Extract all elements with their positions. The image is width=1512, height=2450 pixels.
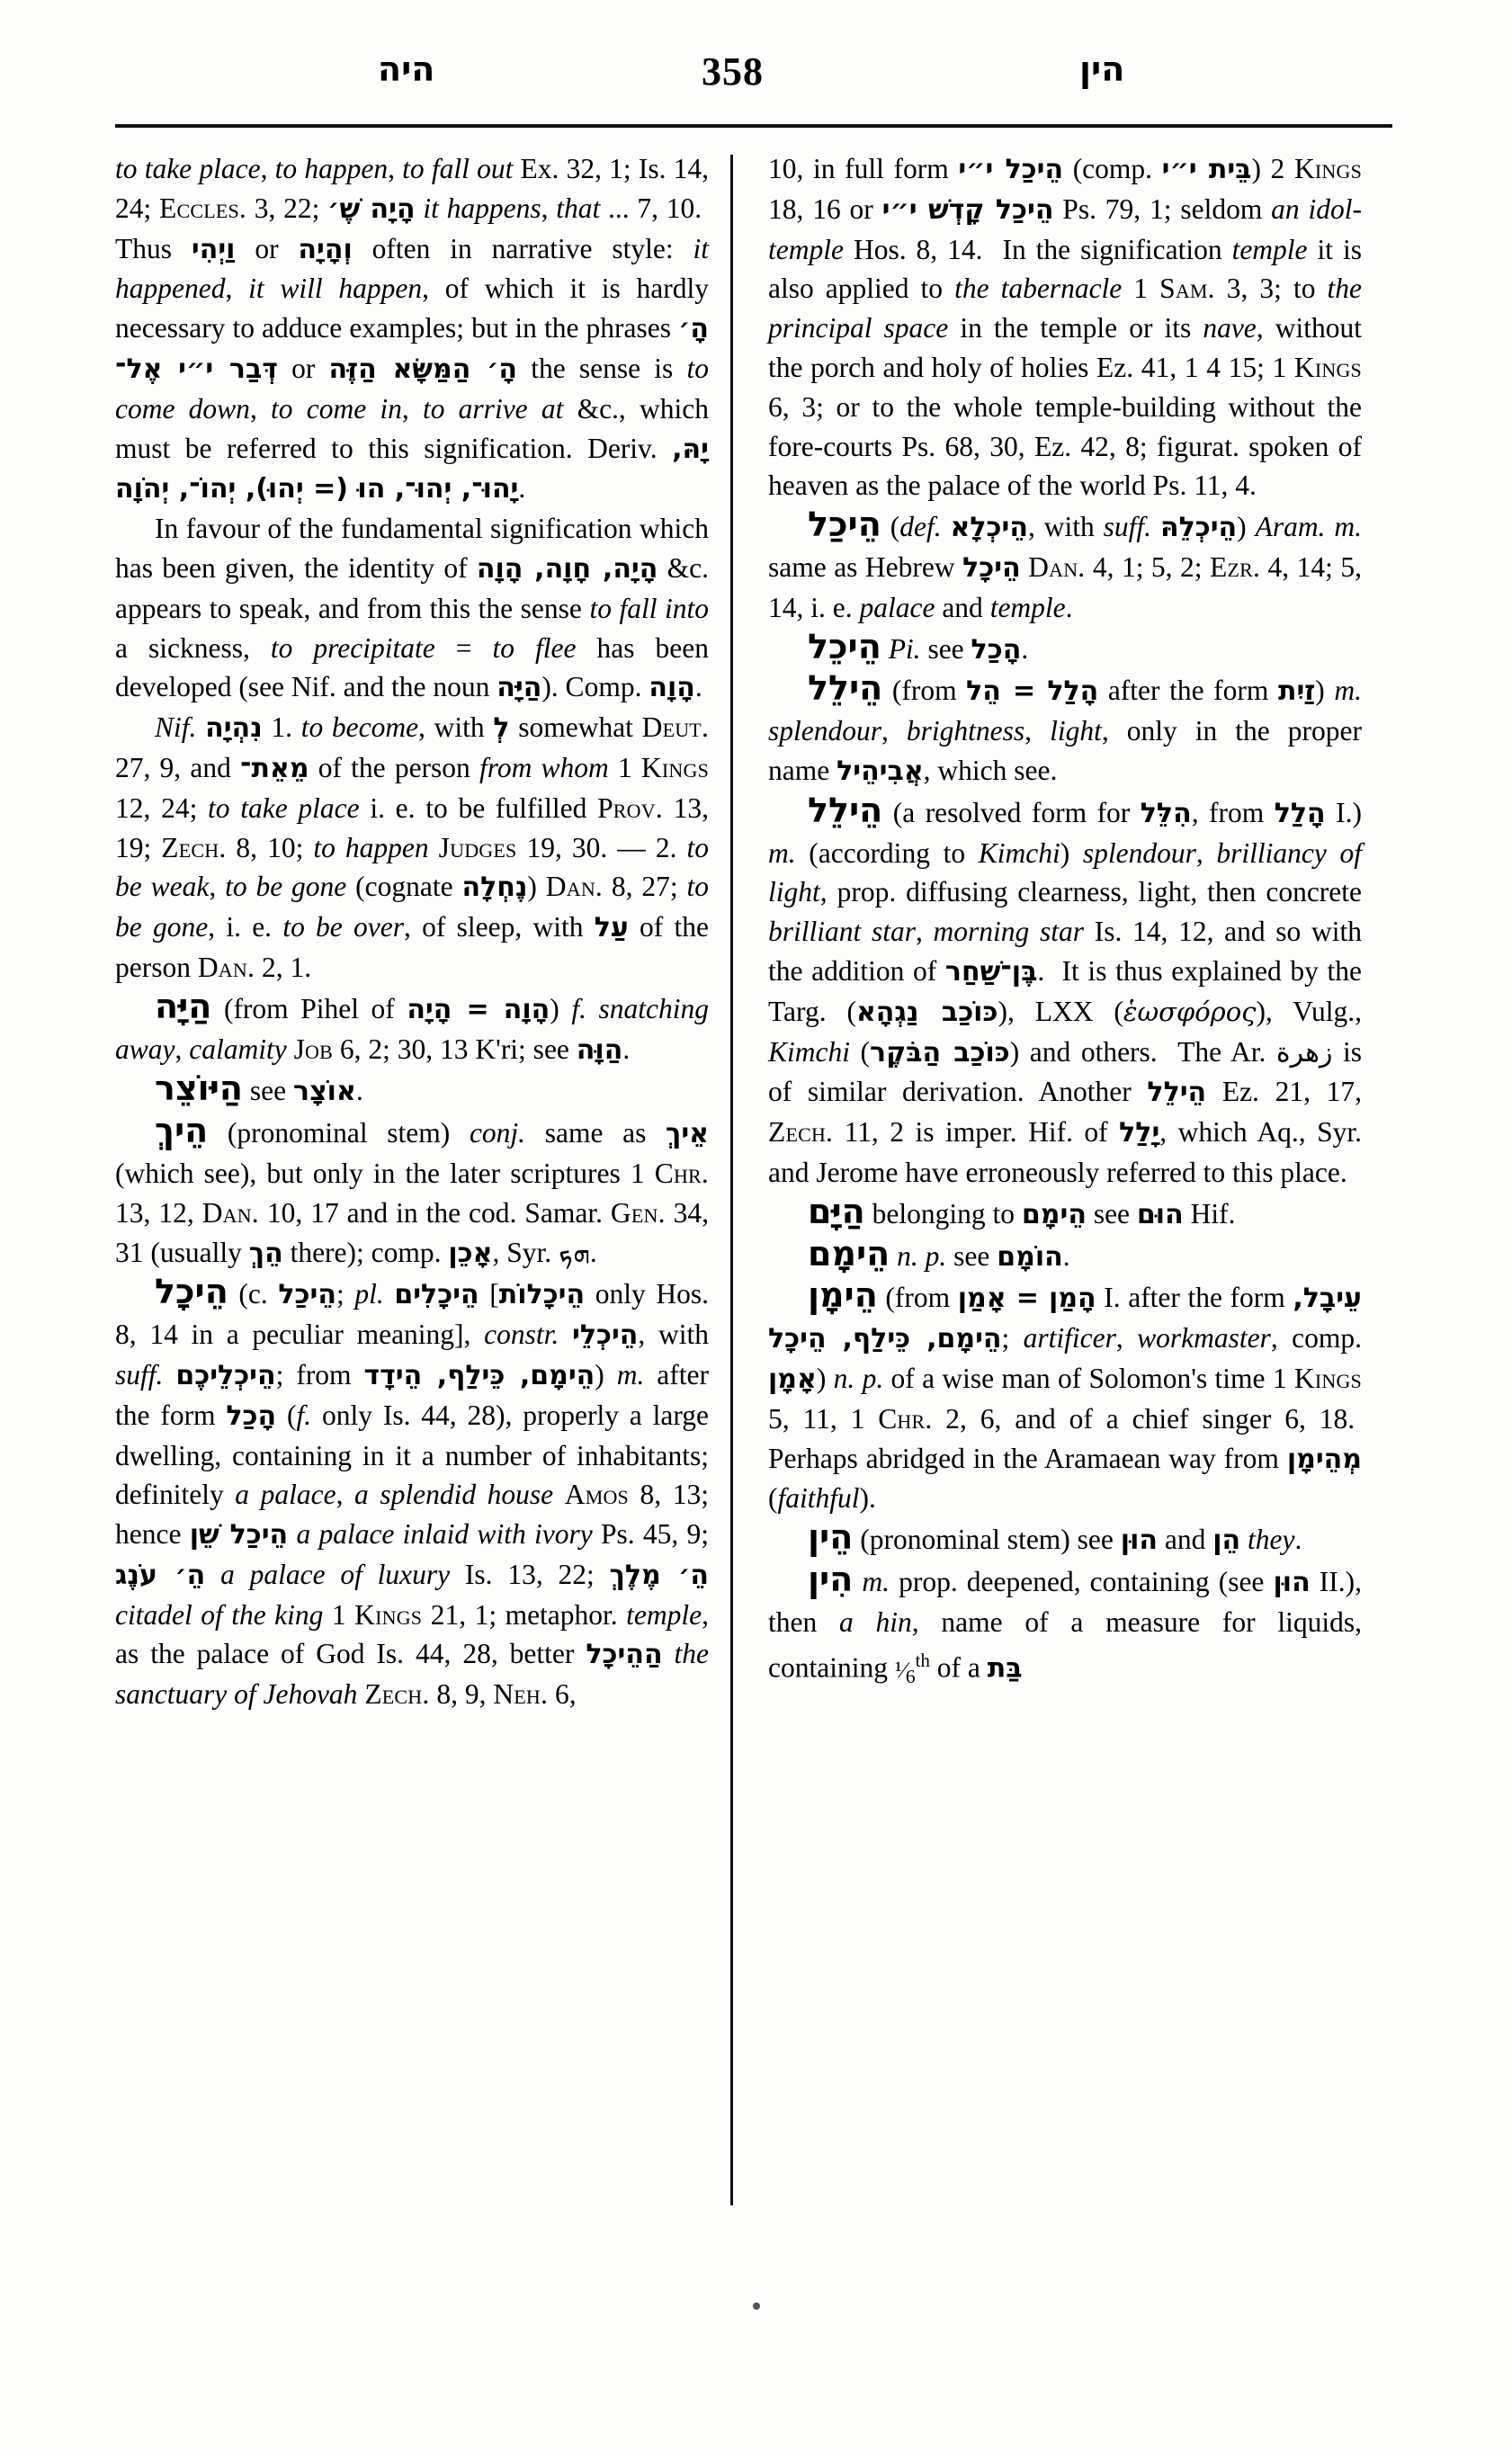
entry-heikel-pi: הֵיכֵל Pi. see הָכַל. bbox=[808, 626, 1029, 666]
entry-hayyah: הַיָּה (from Pihel of הָוָה = הָיָה) f. snatching away, calamity Job 6, 2; 30, 13 K'ri; see הַוָּה. bbox=[115, 986, 709, 1066]
entry-heilel: הֵילֵל (a resolved form for הִלֵּל, from הָלַל I.) m. (according to Kimchi) splendour, brilliancy of light, prop. diffusing clearness, light, then concrete brilliant star, morning star Is. 14, 12, and so with the addition of בֶּן־שַׁחַר. It is thus explained by the Targ. (כּוֹכַב נַגְהָא), LXX (ἑωσφόρος), Vulg., Kimchi (כּוֹכַב הַבֹּקֶר) and others. The Ar. زهرة is of similar derivation. Another הֵילֵל Ez. 21, 17, Zech. 11, 2 is imper. Hif. of יָלַל, which Aq., Syr. and Jerome have erroneously referred to this place. bbox=[768, 790, 1363, 1188]
running-head bbox=[126, 49, 1385, 115]
page-number: 358 bbox=[702, 49, 764, 94]
entry-haya-continued: to take place, to happen, to fall out Ex. 32, 1; Is. 14, 24; Eccles. 3, 22; הָיָה שֶׁ׳ it happens, that ... 7, 10. Thus וַיְהִי or וְהָיָה often in narrative style: it happened, it will happen, of which it is hardly necessary to adduce examples; but in the phrases הָ׳ דְּבַר י״י אֶל־ or הָ׳ הַמַּשָּׂא הַזֶּה the sense is to come down, to come in, to arrive at &c., which must be referred to this signification. Deriv. יָהּ, יָהוּ־, יְהוּ־, הוּ (= יְהוּ), יְהוֹ־, יְהֹוָה. bbox=[115, 153, 710, 505]
entry-heikhal: הֵיכָל (c. הֵיכַל; pl. הֵיכָלִים [הֵיכָלוֹת only Hos. 8, 14 in a peculiar meaning], constr. הֵיכְלֵי, with suff. הֵיכְלֵיכֶם; from הֵימָם, כֵּילַף, הֵידָד) m. after the form הָכַל (f. only Is. 44, 28), properly a large dwelling, containing in it a number of inhabitants; definitely a palace, a splendid house Amos 8, 13; hence הֵיכַל שֵׁן a palace inlaid with ivory Ps. 45, 9; הֵ׳ עֹנֶג a palace of luxury Is. 13, 22; הֵ׳ מֶלֶךְ citadel of the king 1 Kings 21, 1; metaphor. temple, as the palace of God Is. 44, 28, better הַהֵיכָל the sanctuary of Jehovah Zech. 8, 9, Neh. 6, bbox=[115, 1272, 710, 1711]
entry-hein: הֵין (pronominal stem) see הוּן and הֵן they. bbox=[808, 1517, 1302, 1558]
header-rule bbox=[115, 124, 1392, 128]
running-head-right-hebrew: הין bbox=[1079, 49, 1125, 89]
entry-heik: הֵיךְ (pronominal stem) conj. same as אֵיךְ (which see), but only in the later scriptures 1 Chr. 13, 12, Dan. 10, 17 and in the cod. Samar. Gen. 34, 31 (usually הֵךְ there); comp. אָכֵן, Syr. ܗܟ. bbox=[115, 1111, 710, 1269]
left-column bbox=[115, 149, 732, 2218]
entry-hayotser: הַיּוֹצֵר see אוֹצָר. bbox=[155, 1069, 363, 1109]
entry-heikhal-continued: 10, in full form הֵיכַל י״י (comp. בֵּית י״י) 2 Kings 18, 16 or הֵיכַל קָדְשׁ י״י Ps. 79, 1; seldom an idol-temple Hos. 8, 14. In the signification temple it is also applied to the tabernacle 1 Sam. 3, 3; to the principal space in the temple or its nave, without the porch and holy of holies Ez. 41, 1 4 15; 1 Kings 6, 3; or to the whole temple-building without the fore-courts Ps. 68, 30, Ez. 42, 8; figurat. spoken of heaven as the palace of the world Ps. 11, 4. bbox=[768, 153, 1363, 502]
entry-heiman: הֵימָן (from הָמַן = אָמַן I. after the form עֵיבָל, הֵימָם, כֵּילַף, הֵיכָל; artificer, workmaster, comp. אָמָן) n. p. of a wise man of Solomon's time 1 Kings 5, 11, 1 Chr. 2, 6, and of a chief singer 6, 18. Perhaps abridged in the Aramaean way from מְהֵימָן (faithful). bbox=[768, 1275, 1362, 1515]
entry-nifal: Nif. נִהְיָה 1. to become, with לְ somewhat Deut. 27, 9, and מֵאֵת־ of the person from whom 1 Kings 12, 24; to take place i. e. to be fulfilled Prov. 13, 19; Zech. 8, 10; to happen Judges 19, 30. — 2. to be weak, to be gone (cognate נֶחְלָה) Dan. 8, 27; to be gone, i. e. to be over, of sleep, with עַל of the person Dan. 2, 1. bbox=[115, 711, 710, 983]
text-columns bbox=[115, 149, 1396, 2218]
entry-heikhal-aram: הֵיכַל (def. הֵיכְלָא, with suff. הֵיכְלֵהּ) Aram. m. same as Hebrew הֵיכָל Dan. 4, 1; 5, 2; Ezr. 4, 14; 5, 14, i. e. palace and temple. bbox=[768, 505, 1362, 623]
entry-hayyam: הַיָּם belonging to הֵימָם see הוּם Hif. bbox=[808, 1191, 1236, 1231]
right-column bbox=[732, 149, 1362, 2218]
entry-heimam: הֵימָם n. p. see הוֹמָם. bbox=[808, 1233, 1070, 1274]
entry-in-favour: In favour of the fundamental signification which has been given, the identity of הָיָה, חָוָה, הָוָה &c. appears to speak, and from this the sense to fall into a sickness, to precipitate = to flee has been developed (see Nif. and the noun הַיָּה). Comp. הָוָה. bbox=[115, 513, 710, 704]
entry-heil: הֵילֵל (from הָלַל = הֵל after the form זַיִת) m. splendour, brightness, light, only in the proper name אֲבִיהֵיל, which see. bbox=[768, 668, 1363, 787]
entry-hin: הִין m. prop. deepened, containing (see הוּן II.), then a hin, name of a measure for liquids, containing $^1⁄_6^{th}$ of a בַּת bbox=[768, 1559, 1363, 1688]
page-foot-mark bbox=[753, 2302, 760, 2310]
running-head-left-hebrew: היה bbox=[378, 49, 435, 89]
